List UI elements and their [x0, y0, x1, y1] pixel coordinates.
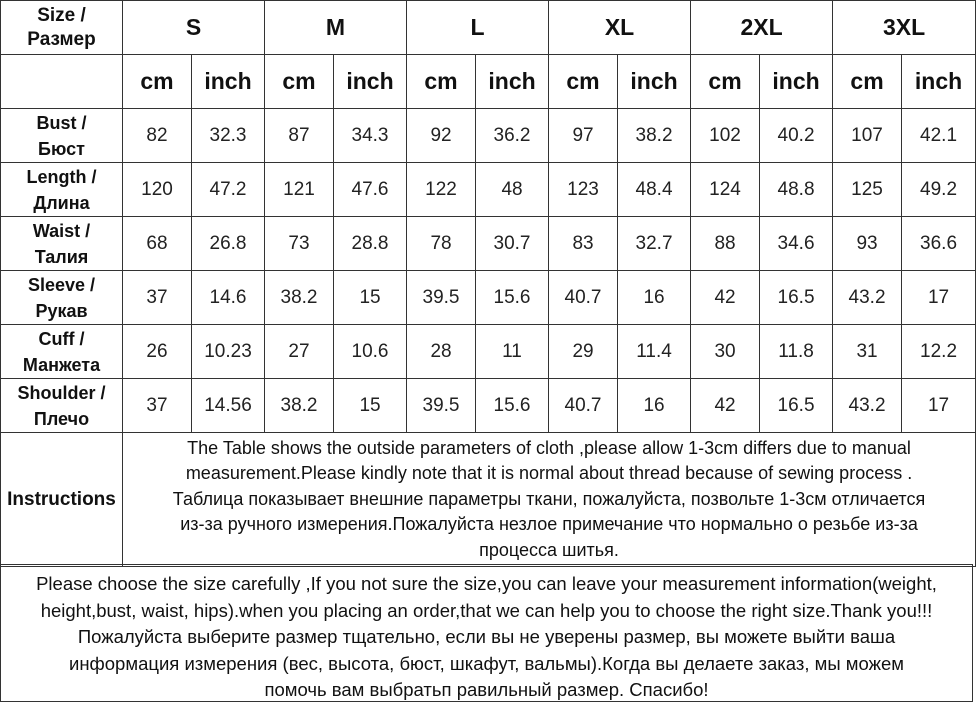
unit-cm: cm: [407, 55, 476, 109]
value-cell: 29: [549, 325, 618, 379]
unit-cm: cm: [691, 55, 760, 109]
value-cell: 123: [549, 163, 618, 217]
value-cell: 12.2: [902, 325, 976, 379]
value-cell: 40.7: [549, 379, 618, 433]
measurement-row-sleeve: [1, 271, 976, 325]
size-label-en: Size /: [37, 4, 86, 26]
instructions-label: Instructions: [1, 433, 123, 567]
value-cell: 38.2: [265, 379, 334, 433]
measurement-row-shoulder: [1, 379, 976, 433]
value-cell: 26.8: [192, 217, 265, 271]
row-label-en: Length /: [26, 166, 97, 187]
value-cell: 42.1: [902, 109, 976, 163]
value-cell: 34.3: [334, 109, 407, 163]
value-cell: 40.7: [549, 271, 618, 325]
row-label-ru: Бюст: [38, 138, 85, 159]
value-cell: 32.7: [618, 217, 691, 271]
value-cell: 15: [334, 271, 407, 325]
value-cell: 14.6: [192, 271, 265, 325]
value-cell: 38.2: [265, 271, 334, 325]
value-cell: 10.23: [192, 325, 265, 379]
size-label-ru: Размер: [27, 28, 96, 50]
row-label: [1, 325, 123, 379]
value-cell: 17: [902, 379, 976, 433]
instructions-text: [123, 433, 976, 567]
value-cell: 48.8: [760, 163, 833, 217]
unit-cm: cm: [123, 55, 192, 109]
value-cell: 11.4: [618, 325, 691, 379]
unit-inch: inch: [902, 55, 976, 109]
value-cell: 15.6: [476, 271, 549, 325]
measurement-row-waist: [1, 217, 976, 271]
row-label-ru: Талия: [34, 246, 89, 267]
value-cell: 37: [123, 379, 192, 433]
value-cell: 120: [123, 163, 192, 217]
size-2xl: 2XL: [691, 1, 833, 55]
size-xl: XL: [549, 1, 691, 55]
instructions-line: процесса шитья.: [479, 539, 619, 560]
value-cell: 26: [123, 325, 192, 379]
value-cell: 37: [123, 271, 192, 325]
value-cell: 15: [334, 379, 407, 433]
measurement-row-length: [1, 163, 976, 217]
value-cell: 14.56: [192, 379, 265, 433]
unit-inch: inch: [334, 55, 407, 109]
row-label-en: Cuff /: [38, 328, 85, 349]
value-cell: 124: [691, 163, 760, 217]
value-cell: 42: [691, 379, 760, 433]
value-cell: 36.6: [902, 217, 976, 271]
value-cell: 38.2: [618, 109, 691, 163]
row-label: [1, 163, 123, 217]
row-label-ru: Плечо: [33, 408, 90, 429]
value-cell: 30: [691, 325, 760, 379]
value-cell: 16.5: [760, 271, 833, 325]
value-cell: 15.6: [476, 379, 549, 433]
row-label-ru: Рукав: [35, 300, 88, 321]
value-cell: 40.2: [760, 109, 833, 163]
value-cell: 68: [123, 217, 192, 271]
value-cell: 88: [691, 217, 760, 271]
size-header-row: [1, 1, 976, 55]
value-cell: 27: [265, 325, 334, 379]
value-cell: 31: [833, 325, 902, 379]
value-cell: 28: [407, 325, 476, 379]
value-cell: 43.2: [833, 271, 902, 325]
size-m: M: [265, 1, 407, 55]
value-cell: 122: [407, 163, 476, 217]
unit-cm: cm: [833, 55, 902, 109]
value-cell: 97: [549, 109, 618, 163]
value-cell: 30.7: [476, 217, 549, 271]
row-label: [1, 271, 123, 325]
row-label-en: Shoulder /: [17, 382, 106, 403]
measurement-row-bust: [1, 109, 976, 163]
value-cell: 32.3: [192, 109, 265, 163]
value-cell: 16: [618, 379, 691, 433]
value-cell: 42: [691, 271, 760, 325]
measurement-row-cuff: [1, 325, 976, 379]
value-cell: 10.6: [334, 325, 407, 379]
unit-inch: inch: [476, 55, 549, 109]
footer-line: Please choose the size carefully ,If you not sure the size,you can leave your measurement information(weight,: [36, 573, 937, 594]
footer-line: помочь вам выбратьп равильный размер. Спасибо!: [264, 679, 709, 700]
value-cell: 73: [265, 217, 334, 271]
row-label: [1, 379, 123, 433]
value-cell: 39.5: [407, 379, 476, 433]
size-s: S: [123, 1, 265, 55]
row-label-ru: Длина: [33, 192, 90, 213]
row-label-en: Waist /: [32, 220, 91, 241]
value-cell: 17: [902, 271, 976, 325]
unit-inch: inch: [760, 55, 833, 109]
value-cell: 16.5: [760, 379, 833, 433]
value-cell: 121: [265, 163, 334, 217]
instructions-line: measurement.Please kindly note that it is normal about thread because of sewing process .: [185, 463, 913, 484]
value-cell: 48: [476, 163, 549, 217]
value-cell: 43.2: [833, 379, 902, 433]
value-cell: 125: [833, 163, 902, 217]
value-cell: 28.8: [334, 217, 407, 271]
size-advice-note: [0, 564, 973, 702]
value-cell: 87: [265, 109, 334, 163]
size-3xl: 3XL: [833, 1, 976, 55]
value-cell: 82: [123, 109, 192, 163]
row-label-en: Sleeve /: [27, 274, 96, 295]
size-header-cell: [1, 1, 123, 55]
size-l: L: [407, 1, 549, 55]
value-cell: 92: [407, 109, 476, 163]
row-label-en: Bust /: [36, 112, 87, 133]
value-cell: 36.2: [476, 109, 549, 163]
unit-header-row: [1, 55, 976, 109]
value-cell: 39.5: [407, 271, 476, 325]
footer-line: Пожалуйста выберите размер тщательно, если вы не уверены размер, вы можете выйти ваша: [77, 626, 896, 647]
value-cell: 47.2: [192, 163, 265, 217]
value-cell: 107: [833, 109, 902, 163]
unit-inch: inch: [618, 55, 691, 109]
row-label: [1, 217, 123, 271]
value-cell: 49.2: [902, 163, 976, 217]
value-cell: 34.6: [760, 217, 833, 271]
value-cell: 78: [407, 217, 476, 271]
value-cell: 11.8: [760, 325, 833, 379]
footer-line: информация измерения (вес, высота, бюст, шкафут, вальмы).Когда вы делаете заказ, мы можем: [69, 652, 904, 674]
instructions-line: The Table shows the outside parameters of cloth ,please allow 1-3cm differs due to manual: [187, 437, 911, 458]
unit-cm: cm: [549, 55, 618, 109]
value-cell: 83: [549, 217, 618, 271]
instructions-line: из-за ручного измерения.Пожалуйста незлое примечание что нормально о резьбе из-за: [180, 514, 918, 535]
row-label: [1, 109, 123, 163]
unit-header-blank: [1, 55, 123, 109]
unit-inch: inch: [192, 55, 265, 109]
value-cell: 102: [691, 109, 760, 163]
unit-cm: cm: [265, 55, 334, 109]
row-label-ru: Манжета: [22, 354, 101, 375]
instructions-line: Таблица показывает внешние параметры ткани, пожалуйста, позвольте 1-3см отличается: [172, 488, 926, 509]
value-cell: 11: [476, 325, 549, 379]
value-cell: 47.6: [334, 163, 407, 217]
value-cell: 48.4: [618, 163, 691, 217]
value-cell: 93: [833, 217, 902, 271]
value-cell: 16: [618, 271, 691, 325]
footer-line: height,bust, waist, hips).when you placing an order,that we can help you to choose the right size.Thank you!!!: [40, 599, 933, 621]
instructions-row: [1, 433, 976, 567]
